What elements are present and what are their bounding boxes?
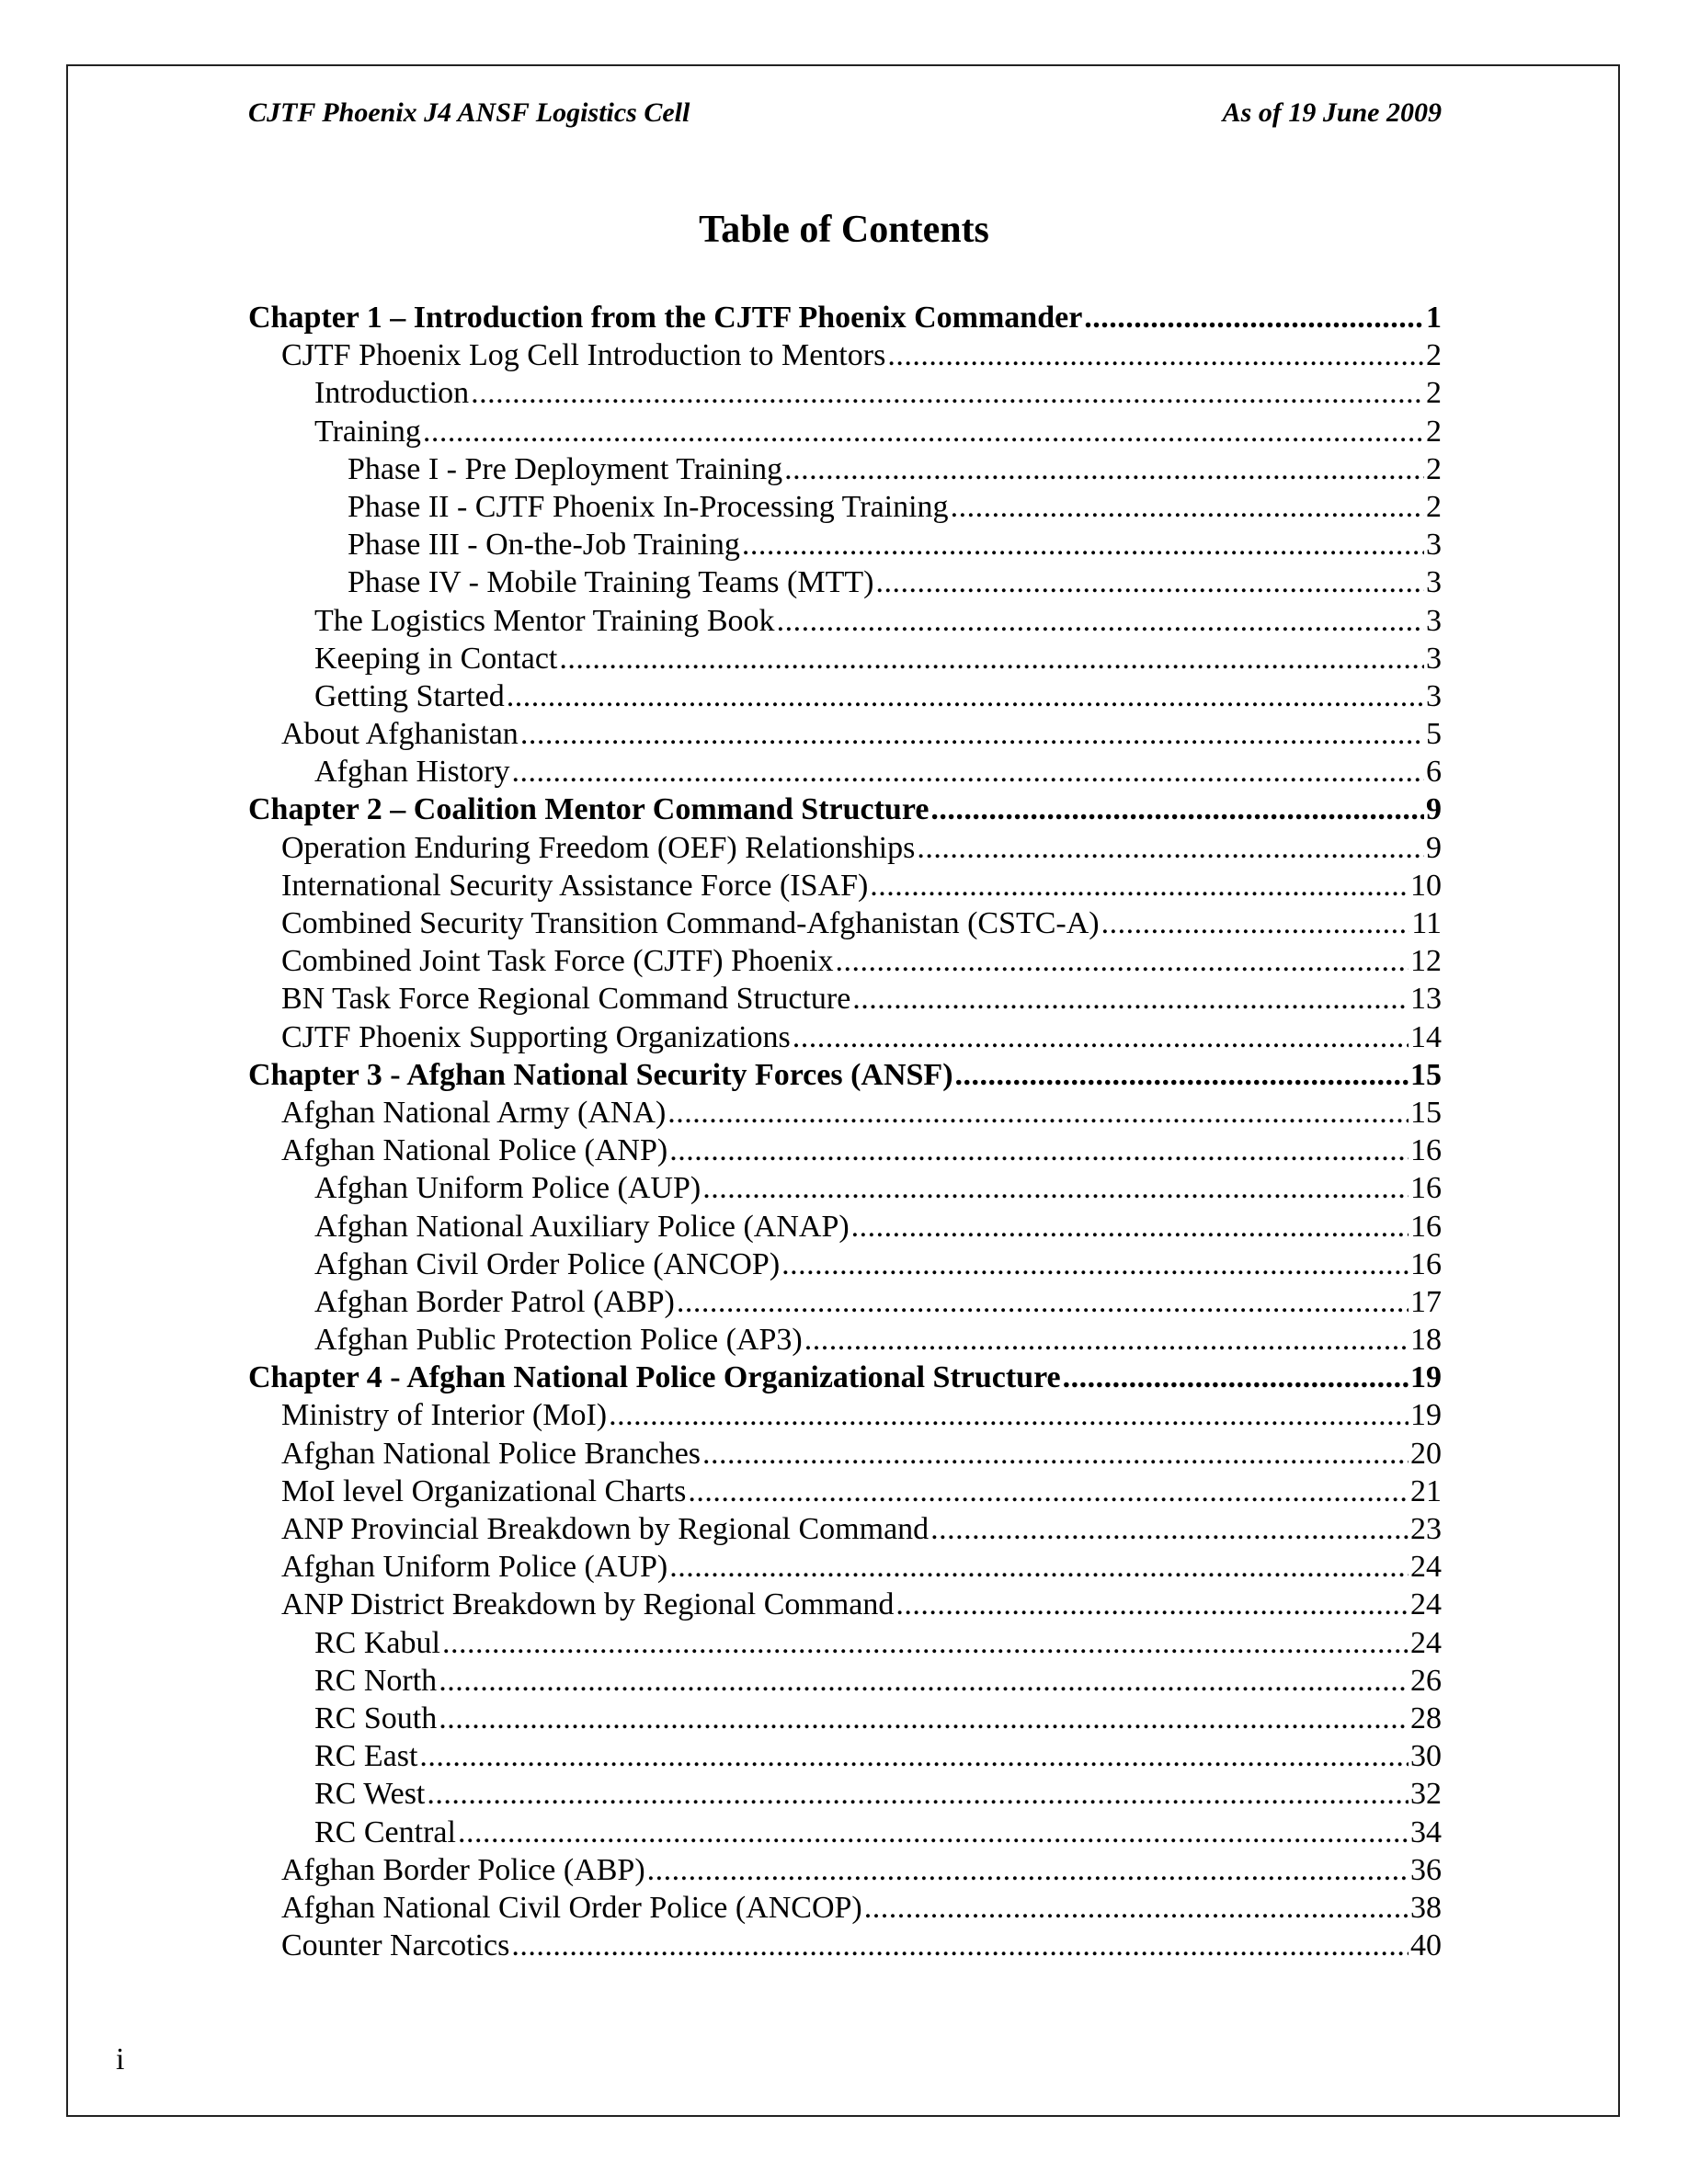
toc-entry[interactable] [248, 1927, 1442, 1964]
toc-entry[interactable] [248, 563, 1442, 601]
toc-entry-page-number: 26 [1410, 1663, 1442, 1698]
toc-entry-page-number: 17 [1410, 1284, 1442, 1319]
toc-chapter-entry[interactable] [248, 299, 1442, 336]
toc-entry-label: Keeping in Contact [314, 641, 558, 676]
toc-dot-leader [851, 1208, 1409, 1246]
toc-entry-page-number: 11 [1411, 906, 1442, 940]
toc-entry-label: Chapter 4 - Afghan National Police Organizational Structure [248, 1360, 1061, 1395]
toc-dot-leader [609, 1396, 1409, 1434]
toc-dot-leader [864, 1889, 1409, 1927]
toc-entry-label: Phase II - CJTF Phoenix In-Processing Training [348, 489, 949, 524]
toc-entry-page-number: 9 [1426, 830, 1442, 865]
header-left-title: CJTF Phoenix J4 ANSF Logistics Cell [248, 97, 690, 128]
toc-entry-page-number: 14 [1410, 1019, 1442, 1054]
toc-entry[interactable] [248, 829, 1442, 867]
toc-entry-page-number: 12 [1410, 944, 1442, 979]
toc-entry-label: Phase I - Pre Deployment Training [348, 451, 783, 486]
toc-entry[interactable] [248, 867, 1442, 904]
toc-entry-page-number: 3 [1426, 678, 1442, 713]
toc-entry-label: CJTF Phoenix Log Cell Introduction to Mentors [281, 338, 886, 373]
toc-dot-leader [667, 1094, 1409, 1132]
toc-entry-page-number: 24 [1410, 1550, 1442, 1585]
toc-dot-leader [702, 1169, 1409, 1207]
toc-entry[interactable] [248, 602, 1442, 640]
toc-entry-page-number: 3 [1426, 565, 1442, 600]
toc-entry-page-number: 24 [1410, 1587, 1442, 1622]
toc-chapter-entry[interactable] [248, 1359, 1442, 1396]
toc-entry-label: Afghan Civil Order Police (ANCOP) [314, 1246, 781, 1281]
toc-entry[interactable] [248, 1548, 1442, 1586]
toc-dot-leader [688, 1473, 1409, 1510]
toc-entry-page-number: 36 [1410, 1852, 1442, 1887]
toc-entry-page-number: 30 [1410, 1739, 1442, 1774]
toc-dot-leader [507, 677, 1424, 715]
toc-entry-label: Afghan National Civil Order Police (ANCOP) [281, 1890, 862, 1925]
toc-entry-page-number: 2 [1426, 451, 1442, 486]
toc-entry[interactable] [248, 1700, 1442, 1737]
toc-entry[interactable] [248, 1624, 1442, 1662]
toc-dot-leader [471, 374, 1424, 412]
toc-entry[interactable] [248, 1510, 1442, 1548]
toc-entry-page-number: 6 [1426, 755, 1442, 790]
toc-entry-page-number: 3 [1426, 603, 1442, 638]
toc-entry[interactable] [248, 1889, 1442, 1927]
toc-entry-label: Afghan National Police (ANP) [281, 1133, 668, 1168]
toc-entry-label: Afghan History [314, 755, 510, 790]
toc-dot-leader [439, 1662, 1409, 1700]
toc-entry-label: Getting Started [314, 678, 505, 713]
toc-entry-label: BN Task Force Regional Command Structure [281, 982, 851, 1017]
toc-entry[interactable] [248, 1208, 1442, 1246]
toc-entry[interactable] [248, 1169, 1442, 1207]
toc-dot-leader [895, 1586, 1409, 1623]
toc-entry-label: MoI level Organizational Charts [281, 1473, 687, 1508]
toc-entry-page-number: 1 [1426, 301, 1442, 335]
toc-entry-label: International Security Assistance Force (ISAF) [281, 868, 869, 903]
toc-entry-page-number: 2 [1426, 376, 1442, 411]
toc-dot-leader [419, 1737, 1409, 1775]
toc-dot-leader [917, 829, 1424, 867]
toc-entry-page-number: 16 [1410, 1246, 1442, 1281]
toc-entry-label: Counter Narcotics [281, 1928, 510, 1963]
toc-dot-leader [930, 1510, 1409, 1548]
toc-chapter-entry[interactable] [248, 791, 1442, 828]
toc-entry-page-number: 20 [1410, 1436, 1442, 1471]
toc-entry-label: RC East [314, 1739, 418, 1774]
toc-dot-leader [742, 526, 1424, 563]
toc-entry-page-number: 34 [1410, 1814, 1442, 1849]
toc-entry-page-number: 16 [1410, 1171, 1442, 1206]
toc-entry[interactable] [248, 526, 1442, 563]
toc-entry-label: Afghan National Police Branches [281, 1436, 701, 1471]
toc-dot-leader [955, 1056, 1409, 1094]
toc-entry[interactable] [248, 980, 1442, 1018]
toc-entry-label: CJTF Phoenix Supporting Organizations [281, 1019, 791, 1054]
toc-entry-page-number: 15 [1410, 1095, 1442, 1130]
toc-dot-leader [559, 640, 1424, 677]
toc-entry-page-number: 28 [1410, 1701, 1442, 1735]
toc-entry-label: Training [314, 414, 421, 449]
toc-entry-label: Chapter 3 - Afghan National Security Forces (ANSF) [248, 1057, 953, 1092]
toc-dot-leader [520, 715, 1424, 753]
toc-entry[interactable] [248, 1435, 1442, 1473]
toc-dot-leader [804, 1321, 1409, 1359]
toc-entry-label: ANP Provincial Breakdown by Regional Command [281, 1512, 930, 1546]
toc-entry-label: Afghan Public Protection Police (AP3) [314, 1323, 803, 1358]
toc-entry-label: Afghan Uniform Police (AUP) [281, 1550, 668, 1585]
toc-entry-page-number: 10 [1410, 868, 1442, 903]
toc-entry-page-number: 2 [1426, 338, 1442, 373]
toc-entry[interactable] [248, 753, 1442, 791]
toc-entry[interactable] [248, 1094, 1442, 1132]
toc-entry[interactable] [248, 942, 1442, 980]
toc-entry-label: The Logistics Mentor Training Book [314, 603, 775, 638]
table-of-contents [248, 299, 1442, 1964]
header-date: As of 19 June 2009 [1222, 97, 1442, 128]
toc-dot-leader [852, 980, 1409, 1018]
toc-entry-page-number: 15 [1410, 1057, 1442, 1092]
toc-entry-page-number: 40 [1410, 1928, 1442, 1963]
toc-entry-page-number: 2 [1426, 489, 1442, 524]
toc-entry-page-number: 19 [1410, 1360, 1442, 1395]
toc-entry-label: Phase III - On-the-Job Training [348, 528, 740, 563]
toc-entry-page-number: 3 [1426, 528, 1442, 563]
toc-entry-label: Ministry of Interior (MoI) [281, 1398, 608, 1433]
toc-entry-page-number: 32 [1410, 1777, 1442, 1812]
toc-dot-leader [784, 450, 1424, 488]
toc-dot-leader [427, 1775, 1409, 1813]
toc-entry[interactable] [248, 904, 1442, 942]
toc-entry[interactable] [248, 1473, 1442, 1510]
toc-entry-page-number: 21 [1410, 1473, 1442, 1508]
toc-dot-leader [781, 1246, 1409, 1283]
toc-entry-page-number: 19 [1410, 1398, 1442, 1433]
toc-dot-leader [439, 1700, 1409, 1737]
toc-entry[interactable] [248, 1132, 1442, 1169]
toc-entry[interactable] [248, 640, 1442, 677]
toc-entry-label: Afghan Uniform Police (AUP) [314, 1171, 701, 1206]
toc-dot-leader [458, 1814, 1409, 1851]
toc-dot-leader [1084, 299, 1424, 336]
toc-entry-page-number: 23 [1410, 1512, 1442, 1546]
toc-entry-label: Afghan Border Police (ABP) [281, 1852, 645, 1887]
toc-entry[interactable] [248, 1396, 1442, 1434]
toc-entry[interactable] [248, 374, 1442, 412]
toc-dot-leader [511, 753, 1424, 791]
toc-entry-label: RC South [314, 1701, 438, 1735]
toc-dot-leader [702, 1435, 1409, 1473]
toc-entry[interactable] [248, 336, 1442, 374]
toc-entry[interactable] [248, 1662, 1442, 1700]
toc-entry-label: Combined Joint Task Force (CJTF) Phoenix [281, 944, 834, 979]
toc-dot-leader [887, 336, 1424, 374]
toc-dot-leader [647, 1851, 1409, 1889]
toc-dot-leader [511, 1927, 1409, 1964]
toc-entry-label: About Afghanistan [281, 717, 519, 752]
toc-entry-label: RC Kabul [314, 1625, 440, 1660]
toc-dot-leader [875, 563, 1424, 601]
toc-entry-page-number: 24 [1410, 1625, 1442, 1660]
toc-dot-leader [442, 1624, 1409, 1662]
toc-entry[interactable] [248, 1586, 1442, 1623]
toc-entry-label: Chapter 1 – Introduction from the CJTF Phoenix Commander [248, 301, 1083, 335]
toc-entry-label: Afghan Border Patrol (ABP) [314, 1284, 675, 1319]
toc-entry-label: RC North [314, 1663, 438, 1698]
toc-entry[interactable] [248, 1246, 1442, 1283]
toc-entry[interactable] [248, 1018, 1442, 1056]
toc-entry[interactable] [248, 1851, 1442, 1889]
toc-entry[interactable] [248, 715, 1442, 753]
page-title: Table of Contents [699, 209, 989, 251]
toc-entry[interactable] [248, 1737, 1442, 1775]
toc-entry-label: Introduction [314, 376, 470, 411]
running-header [248, 97, 1442, 138]
toc-entry-page-number: 5 [1426, 717, 1442, 752]
toc-entry-label: Combined Security Transition Command-Afghanistan (CSTC-A) [281, 906, 1100, 940]
toc-entry[interactable] [248, 488, 1442, 526]
toc-entry[interactable] [248, 413, 1442, 450]
toc-entry[interactable] [248, 677, 1442, 715]
toc-entry-label: Chapter 2 – Coalition Mentor Command Structure [248, 792, 930, 827]
toc-entry-page-number: 2 [1426, 414, 1442, 449]
toc-dot-leader [793, 1018, 1409, 1056]
toc-dot-leader [951, 488, 1424, 526]
toc-entry-label: Afghan National Auxiliary Police (ANAP) [314, 1209, 850, 1244]
toc-entry-label: RC Central [314, 1814, 456, 1849]
toc-entry-page-number: 16 [1410, 1209, 1442, 1244]
toc-dot-leader [669, 1548, 1409, 1586]
toc-entry-label: Phase IV - Mobile Training Teams (MTT) [348, 565, 874, 600]
toc-entry-page-number: 38 [1410, 1890, 1442, 1925]
toc-entry[interactable] [248, 1283, 1442, 1321]
toc-dot-leader [1063, 1359, 1409, 1396]
toc-entry-label: RC West [314, 1777, 426, 1812]
toc-dot-leader [835, 942, 1409, 980]
toc-entry-page-number: 9 [1426, 792, 1442, 827]
footer-page-number: i [116, 2042, 125, 2076]
toc-entry[interactable] [248, 1321, 1442, 1359]
toc-entry[interactable] [248, 1814, 1442, 1851]
toc-entry-label: Operation Enduring Freedom (OEF) Relationships [281, 830, 916, 865]
toc-entry[interactable] [248, 1775, 1442, 1813]
toc-entry-page-number: 16 [1410, 1133, 1442, 1168]
toc-dot-leader [423, 413, 1424, 450]
toc-dot-leader [870, 867, 1409, 904]
toc-dot-leader [1101, 904, 1410, 942]
toc-chapter-entry[interactable] [248, 1056, 1442, 1094]
toc-entry-label: ANP District Breakdown by Regional Command [281, 1587, 895, 1622]
toc-dot-leader [669, 1132, 1409, 1169]
toc-entry[interactable] [248, 450, 1442, 488]
toc-entry-label: Afghan National Army (ANA) [281, 1095, 667, 1130]
toc-dot-leader [777, 602, 1424, 640]
toc-entry-page-number: 18 [1410, 1323, 1442, 1358]
toc-entry-page-number: 13 [1410, 982, 1442, 1017]
toc-dot-leader [930, 791, 1424, 828]
toc-entry-page-number: 3 [1426, 641, 1442, 676]
toc-dot-leader [677, 1283, 1409, 1321]
